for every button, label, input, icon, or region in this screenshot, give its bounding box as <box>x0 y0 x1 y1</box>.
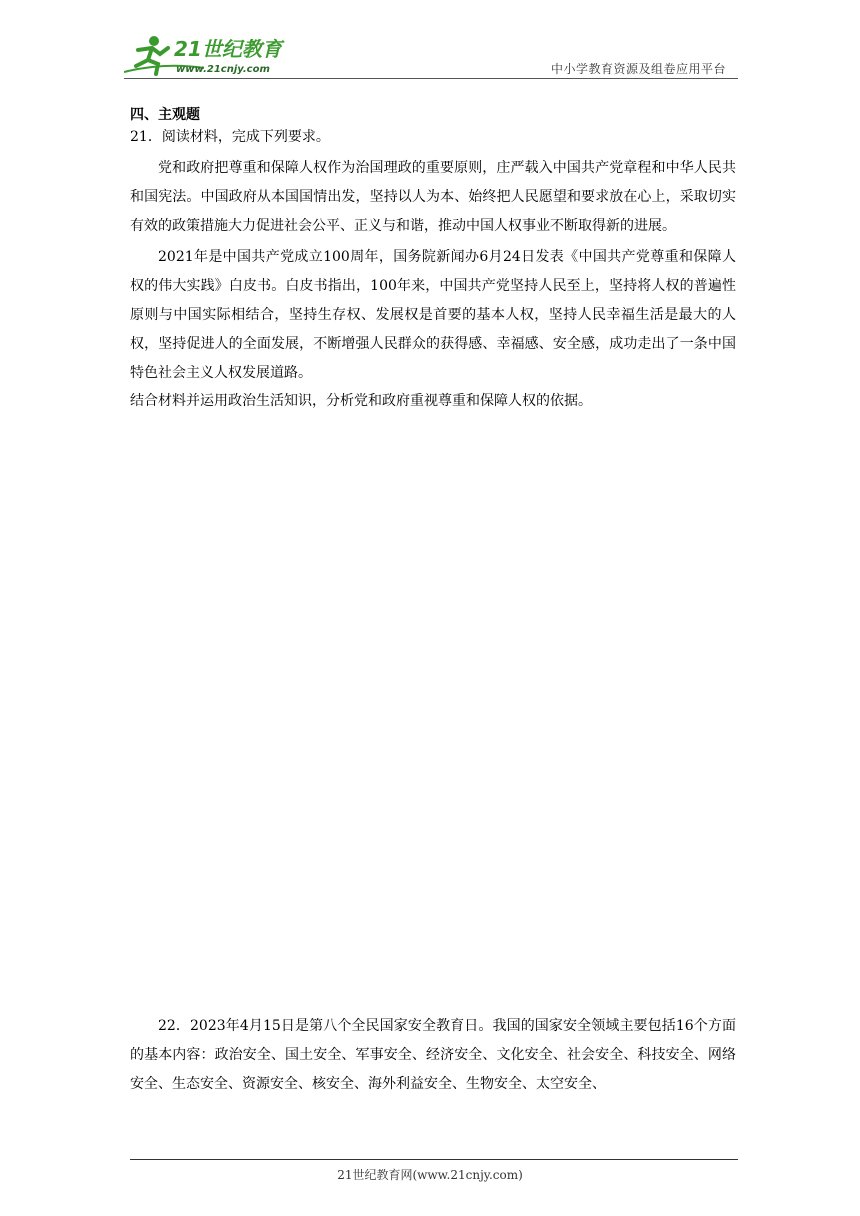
logo <box>124 32 299 78</box>
footer-divider <box>130 1159 738 1160</box>
question-22-text: 22．2023年4月15日是第八个全民国家安全教育日。我国的国家安全领域主要包括16个方面的基本内容：政治安全、国土安全、军事安全、经济安全、文化安全、社会安全、科技安全、网络安全、生态安全、资源安全、核安全、海外利益安全、生物安全、太空安全、 <box>130 1018 736 1092</box>
page-header <box>124 30 738 80</box>
question-21-heading: 21．阅读材料，完成下列要求。 <box>130 129 330 145</box>
logo-title: 21世纪教育 <box>174 37 282 61</box>
page-footer: 21世纪教育网(www.21cnjy.com) <box>337 1168 523 1182</box>
platform-label: 中小学教育资源及组卷应用平台 <box>550 62 726 76</box>
logo-url: www.21cnjy.com <box>176 64 270 75</box>
material-paragraph-2: 2021年是中国共产党成立100周年，国务院新闻办6月24日发表《中国共产党尊重和保障人权的伟大实践》白皮书。白皮书指出，100年来，中国共产党坚持人民至上，坚持将人权的普遍性原则与中国实际相结合，坚持生存权、发展权是首要的基本人权，坚持人民幸福生活是最大的人权，坚持促进人的全面发展，不断增强人民群众的获得感、幸福感、安全感，成功走出了一条中国特色社会主义人权发展道路。 <box>130 249 736 381</box>
question-21-block <box>130 104 736 412</box>
header-divider <box>124 78 738 79</box>
material-paragraph-1: 党和政府把尊重和保障人权作为治国理政的重要原则，庄严载入中国共产党章程和中华人民共和国宪法。中国政府从本国国情出发，坚持以人为本、始终把人民愿望和要求放在心上，采取切实有效的政策措施大力促进社会公平、正义与和谐，推动中国人权事业不断取得新的进展。 <box>130 160 736 234</box>
section-title: 四、主观题 <box>130 107 200 123</box>
question-21-prompt: 结合材料并运用政治生活知识，分析党和政府重视尊重和保障人权的依据。 <box>130 393 592 409</box>
runner-logo-icon <box>124 32 299 78</box>
